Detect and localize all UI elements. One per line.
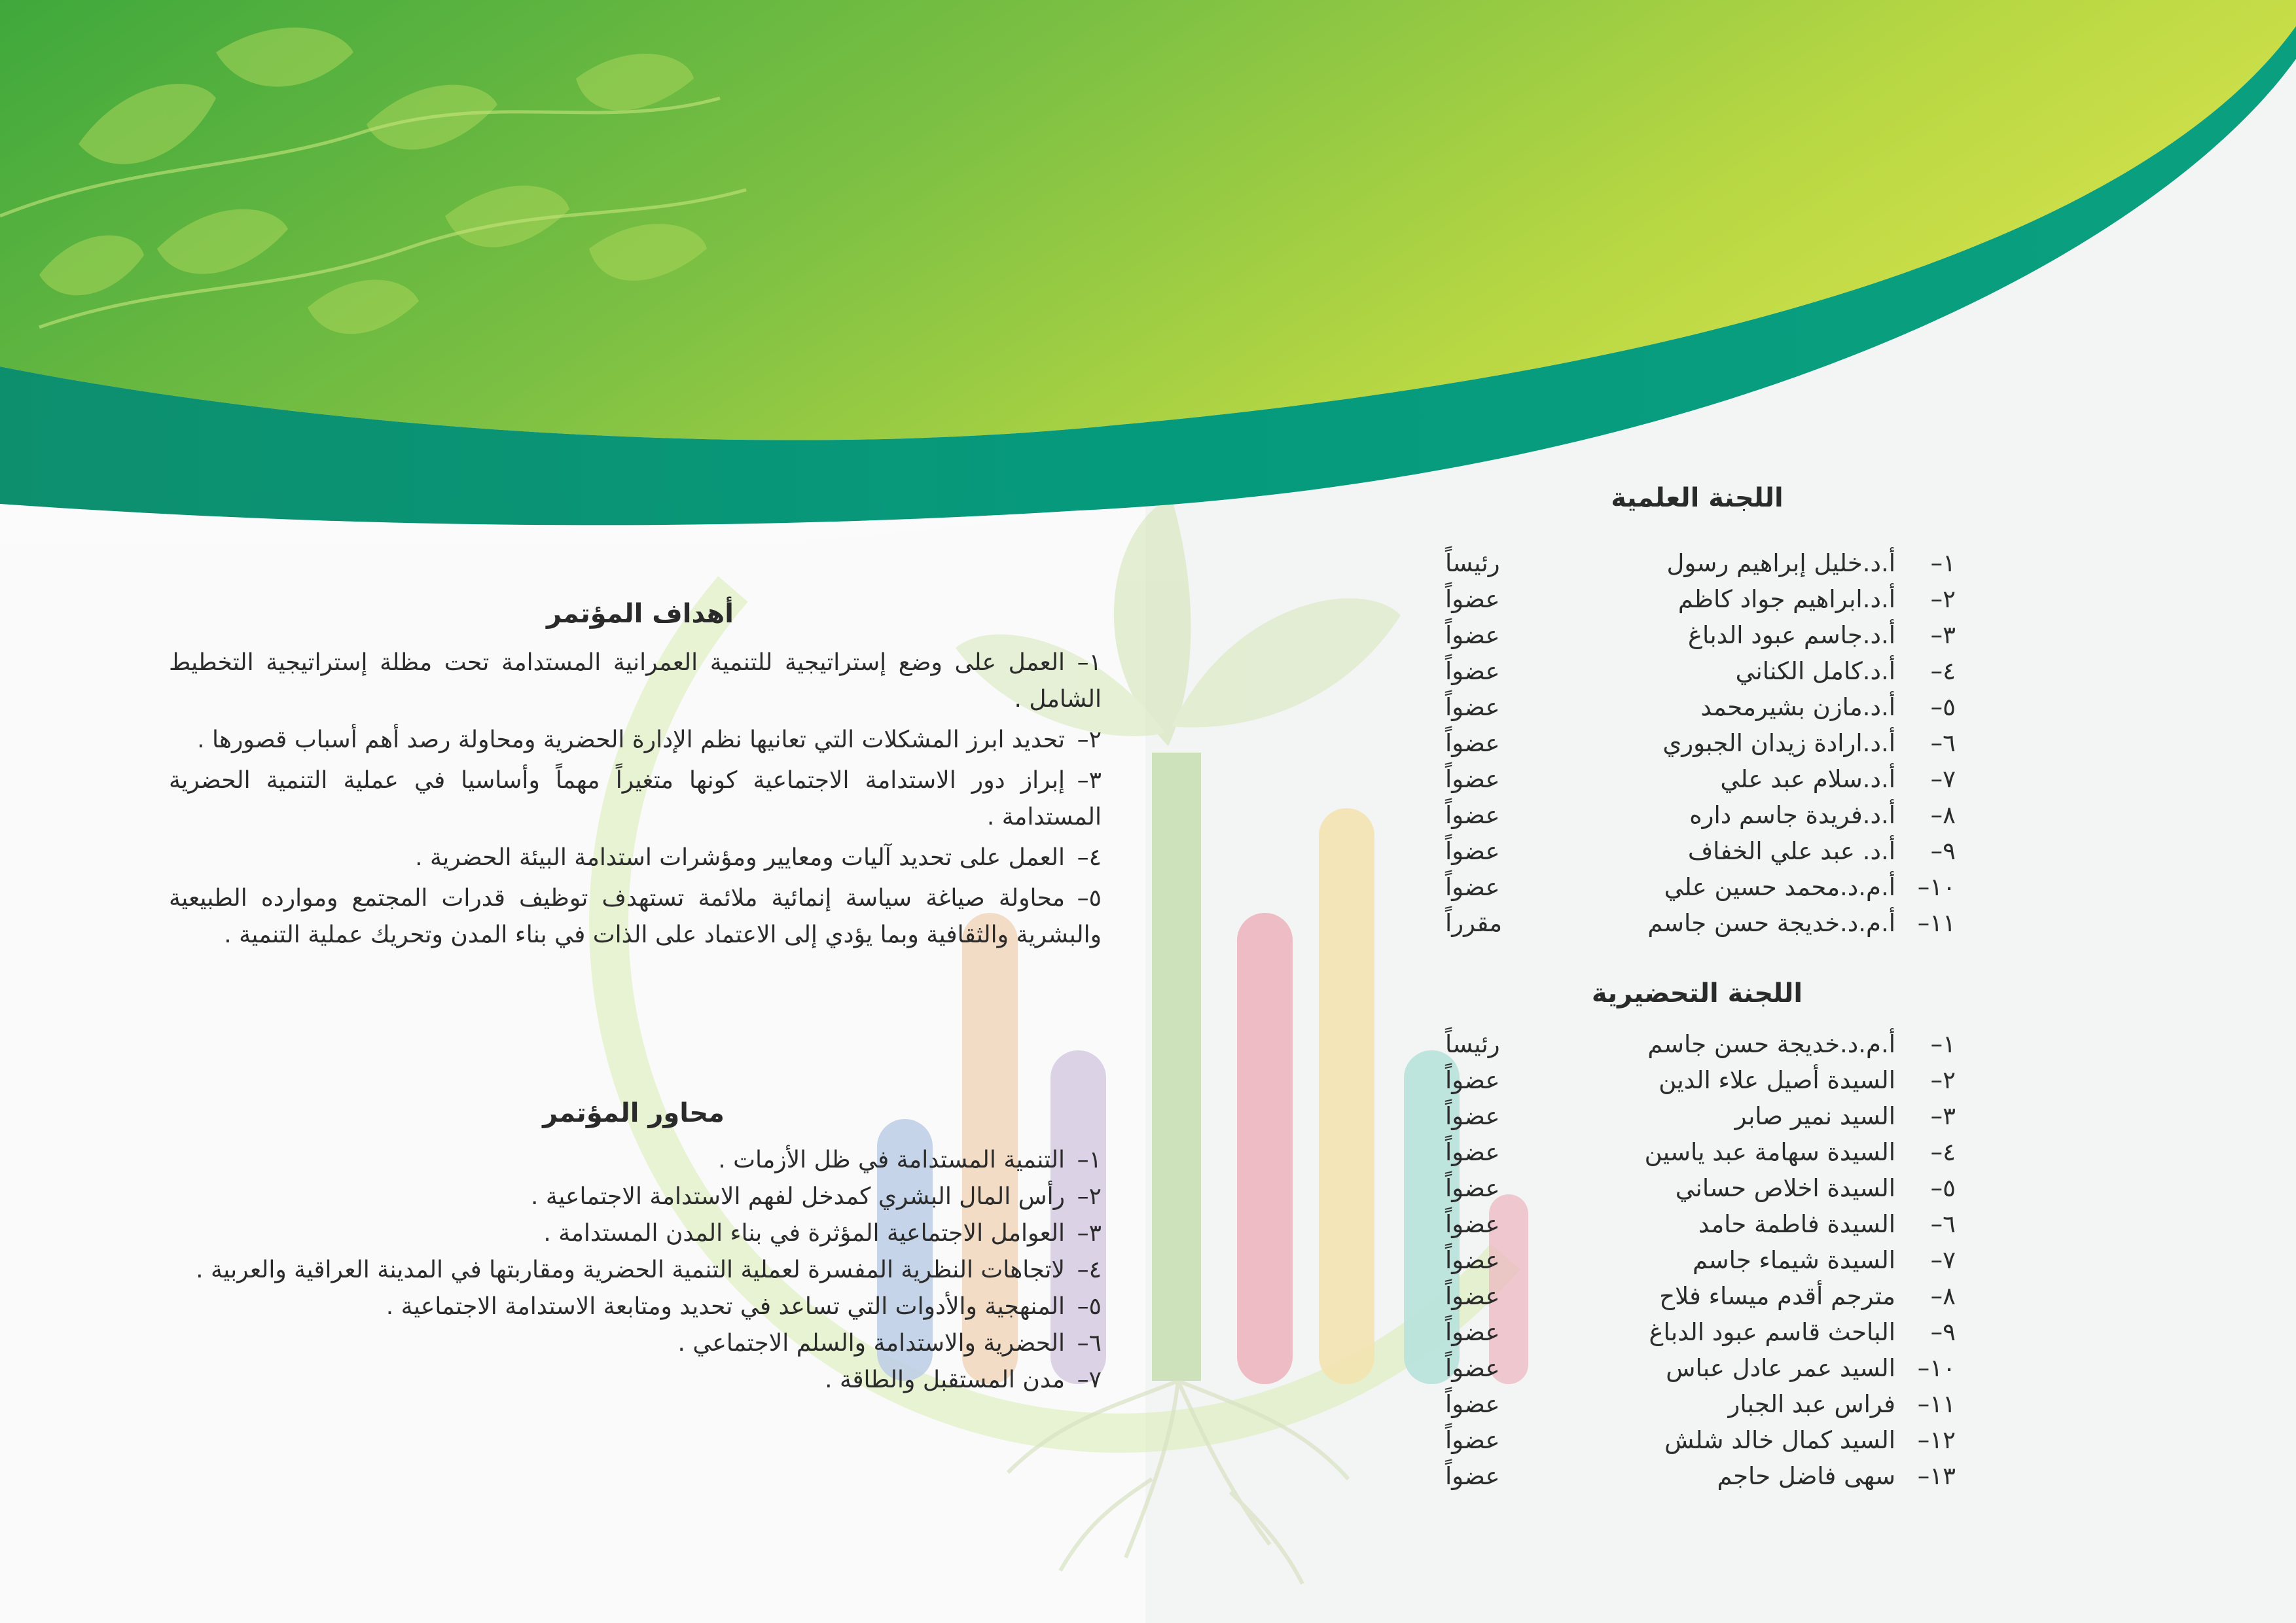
list-item [1432, 689, 1956, 726]
member-role: رئيساً [1445, 549, 1500, 577]
item-number: ٣– [1930, 621, 1956, 649]
theme-text: لاتجاهات النظرية المفسرة لعملية التنمية الحضرية ومقاربتها في المدينة العراقية والعربية . [196, 1257, 1065, 1283]
theme-text: التنمية المستدامة في ظل الأزمات . [718, 1147, 1065, 1173]
member-role: عضواً [1445, 693, 1500, 721]
member-role: عضواً [1445, 765, 1500, 793]
member-role: عضواً [1445, 1318, 1500, 1346]
item-number: ١٠– [1917, 1354, 1956, 1382]
list-item [169, 722, 1102, 758]
list-item [1432, 797, 1956, 834]
member-name: أ.د.كامل الكناني [1735, 657, 1895, 685]
goal-text: إبراز دور الاستدامة الاجتماعية كونها متغيراً مهماً وأساسيا في عملية التنمية الحضرية المستدامة . [169, 767, 1102, 830]
list-item [1432, 1242, 1956, 1279]
item-number: ٤– [1077, 844, 1102, 871]
list-item [1432, 581, 1956, 618]
item-number: ١٢– [1917, 1426, 1956, 1454]
member-role: عضواً [1445, 1354, 1500, 1382]
member-name: السيدة أصيل علاء الدين [1659, 1066, 1895, 1094]
item-number: ٦– [1930, 1210, 1956, 1238]
member-name: السيدة شيماء جاسم [1692, 1246, 1895, 1274]
member-role: عضواً [1445, 1246, 1500, 1274]
goals-title: أهداف المؤتمر [547, 599, 734, 629]
list-item [1432, 653, 1956, 690]
member-name: أ.د.مازن بشيرمحمد [1700, 693, 1895, 721]
list-item [1432, 869, 1956, 906]
item-number: ١١– [1917, 909, 1956, 937]
theme-text: رأس المال البشري كمدخل لفهم الاستدامة الاجتماعية . [531, 1183, 1065, 1210]
list-item [1432, 725, 1956, 762]
item-number: ٥– [1930, 693, 1956, 721]
scientific-committee-list [1432, 545, 1956, 951]
list-item [169, 880, 1102, 954]
member-name: أ.د.ارادة زيدان الجبوري [1662, 729, 1895, 757]
item-number: ٩– [1930, 1318, 1956, 1346]
list-item [1432, 905, 1956, 942]
item-number: ٣– [1930, 1102, 1956, 1130]
list-item [1432, 1350, 1956, 1387]
theme-text: الحضرية والاستدامة والسلم الاجتماعي . [677, 1330, 1065, 1357]
scientific-committee-title: اللجنة العلمية [1611, 483, 1784, 513]
item-number: ٢– [1077, 726, 1102, 753]
item-number: ٤– [1930, 1138, 1956, 1166]
list-item [1432, 1386, 1956, 1423]
member-role: عضواً [1445, 621, 1500, 649]
member-name: أ.د. عبد علي الخفاف [1687, 837, 1895, 865]
list-item [1432, 1206, 1956, 1243]
item-number: ٧– [1077, 1366, 1102, 1393]
member-name: السيد نمير صابر [1734, 1102, 1895, 1130]
theme-text: العوامل الاجتماعية المؤثرة في بناء المدن المستدامة . [543, 1220, 1065, 1247]
member-name: أ.د.ابراهيم جواد كاظم [1677, 585, 1895, 613]
member-role: عضواً [1445, 1210, 1500, 1238]
member-name: السيدة اخلاص حساني [1675, 1174, 1895, 1202]
list-item [169, 1289, 1102, 1325]
item-number: ٤– [1930, 657, 1956, 685]
member-role: عضواً [1445, 1066, 1500, 1094]
member-name: أ.م.د.محمد حسين علي [1664, 873, 1895, 901]
themes-list [169, 1142, 1102, 1399]
member-role: عضواً [1445, 1138, 1500, 1166]
member-role: عضواً [1445, 837, 1500, 865]
item-number: ٤– [1077, 1257, 1102, 1283]
member-name: السيد عمر عادل عباس [1666, 1354, 1895, 1382]
list-item [1432, 833, 1956, 870]
goals-list [169, 645, 1102, 957]
list-item [169, 762, 1102, 836]
list-item [1432, 1134, 1956, 1171]
member-role: مقرراً [1445, 909, 1503, 937]
item-number: ٥– [1077, 885, 1102, 912]
list-item [1432, 1062, 1956, 1099]
member-role: عضواً [1445, 1390, 1500, 1418]
list-item [1432, 1098, 1956, 1135]
list-item [1432, 1458, 1956, 1495]
member-name: أ.م.د.خديجة حسن جاسم [1647, 909, 1895, 937]
member-name: أ.د.فريدة جاسم داره [1689, 801, 1895, 829]
list-item [1432, 617, 1956, 654]
member-name: فراس عبد الجبار [1728, 1390, 1895, 1418]
member-role: عضواً [1445, 1102, 1500, 1130]
list-item [1432, 1314, 1956, 1351]
item-number: ٥– [1077, 1293, 1102, 1320]
item-number: ١– [1077, 1147, 1102, 1173]
member-name: السيدة سهامة عبد ياسين [1644, 1138, 1895, 1166]
member-name: مترجم أقدم ميساء فلاح [1659, 1282, 1895, 1310]
item-number: ٨– [1930, 1282, 1956, 1310]
list-item [169, 840, 1102, 876]
list-item [1432, 1170, 1956, 1207]
goal-text: تحديد ابرز المشكلات التي تعانيها نظم الإدارة الحضرية ومحاولة رصد أهم أسباب قصورها . [197, 726, 1065, 753]
list-item [169, 1142, 1102, 1179]
item-number: ١٠– [1917, 873, 1956, 901]
item-number: ٩– [1930, 837, 1956, 865]
item-number: ٢– [1077, 1183, 1102, 1210]
item-number: ٦– [1077, 1330, 1102, 1357]
member-role: عضواً [1445, 729, 1500, 757]
item-number: ٨– [1930, 801, 1956, 829]
list-item [1432, 1278, 1956, 1315]
theme-text: المنهجية والأدوات التي تساعد في تحديد ومتابعة الاستدامة الاجتماعية . [386, 1293, 1065, 1320]
member-role: عضواً [1445, 585, 1500, 613]
member-role: عضواً [1445, 1462, 1500, 1490]
member-name: الباحث قاسم عبود الدباغ [1649, 1318, 1895, 1346]
list-item [1432, 1026, 1956, 1063]
member-name: سهى فاضل حاجم [1717, 1462, 1895, 1490]
member-role: عضواً [1445, 873, 1500, 901]
list-item [1432, 761, 1956, 798]
list-item [1432, 1422, 1956, 1459]
theme-text: مدن المستقبل والطاقة . [825, 1366, 1065, 1393]
member-role: عضواً [1445, 1174, 1500, 1202]
list-item [169, 1179, 1102, 1215]
list-item [169, 1215, 1102, 1252]
item-number: ١– [1077, 649, 1102, 676]
item-number: ١– [1930, 1030, 1956, 1058]
item-number: ٢– [1930, 1066, 1956, 1094]
member-name: السيدة فاطمة حامد [1698, 1210, 1895, 1238]
preparatory-committee-list [1432, 1026, 1956, 1504]
list-item [169, 1252, 1102, 1289]
goal-text: العمل على وضع إستراتيجية للتنمية العمرانية المستدامة تحت مظلة إستراتيجية التخطيط الشامل . [169, 649, 1102, 713]
item-number: ٦– [1930, 729, 1956, 757]
member-name: أ.د.سلام عبد علي [1720, 765, 1895, 793]
item-number: ١٣– [1917, 1462, 1956, 1490]
member-name: أ.م.د.خديجة حسن جاسم [1647, 1030, 1895, 1058]
item-number: ٣– [1077, 1220, 1102, 1247]
list-item [169, 645, 1102, 718]
goal-text: العمل على تحديد آليات ومعايير ومؤشرات استدامة البيئة الحضرية . [415, 844, 1065, 871]
member-role: رئيساً [1445, 1030, 1500, 1058]
goal-text: محاولة صياغة سياسة إنمائية ملائمة تستهدف توظيف قدرات المجتمع وموارده الطبيعية والبشرية والثقافية وبما يؤدي إلى الاعتماد على الذات في بناء المدن وتحريك عملية التنمية . [169, 885, 1102, 948]
item-number: ٥– [1930, 1174, 1956, 1202]
item-number: ٣– [1077, 767, 1102, 794]
list-item [169, 1362, 1102, 1399]
item-number: ٧– [1930, 1246, 1956, 1274]
item-number: ١١– [1917, 1390, 1956, 1418]
item-number: ١– [1930, 549, 1956, 577]
themes-title: محاور المؤتمر [543, 1098, 725, 1128]
list-item [1432, 545, 1956, 582]
preparatory-committee-title: اللجنة التحضيرية [1591, 978, 1803, 1008]
member-name: أ.د.جاسم عبود الدباغ [1687, 621, 1895, 649]
list-item [169, 1325, 1102, 1362]
item-number: ٧– [1930, 765, 1956, 793]
member-role: عضواً [1445, 801, 1500, 829]
member-name: السيد كمال خالد شلش [1664, 1426, 1895, 1454]
member-role: عضواً [1445, 1282, 1500, 1310]
member-role: عضواً [1445, 657, 1500, 685]
member-name: أ.د.خليل إبراهيم رسول [1666, 549, 1895, 577]
item-number: ٢– [1930, 585, 1956, 613]
member-role: عضواً [1445, 1426, 1500, 1454]
